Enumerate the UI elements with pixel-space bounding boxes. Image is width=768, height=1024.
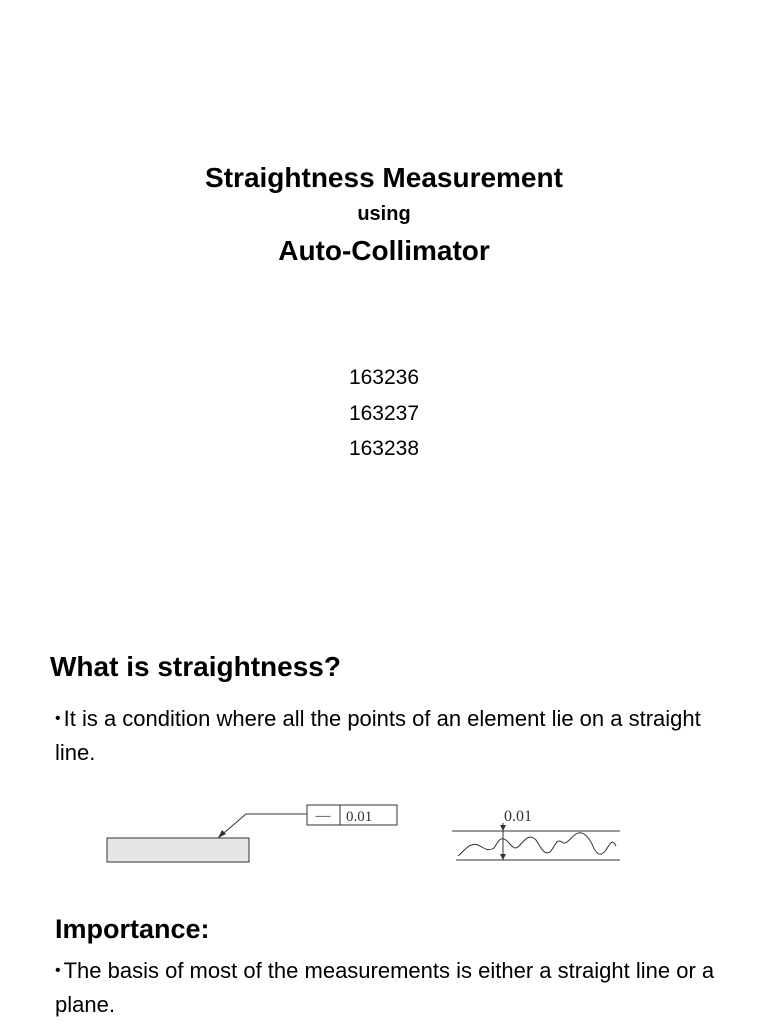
importance-bullet (55, 954, 735, 1022)
leader-arrowhead (218, 830, 226, 838)
dimension-arrow-top (500, 825, 506, 831)
importance-heading: Importance: (55, 914, 210, 944)
leader-line (218, 814, 307, 838)
student-id-list (0, 360, 768, 467)
bullet-marker: • (55, 710, 61, 727)
part-block (107, 838, 249, 862)
surface-profile-curve (458, 833, 616, 856)
student-id: 163238 (348, 437, 420, 460)
slide-title: Straightness Measurement (205, 162, 563, 193)
straightness-symbol: — (315, 808, 331, 824)
tolerance-value-left: 0.01 (346, 809, 373, 825)
importance-text: The basis of most of the measurements is either a straight line or a plane. (55, 958, 715, 1017)
definition-bullet (55, 702, 735, 770)
student-id: 163237 (348, 401, 420, 425)
slide-subtitle: Auto-Collimator (278, 235, 490, 266)
slide-connector: using (357, 203, 411, 225)
straightness-figure (0, 790, 768, 880)
tolerance-value-right: 0.01 (504, 808, 532, 825)
student-id: 163236 (348, 366, 420, 389)
bullet-marker: • (55, 962, 61, 979)
dimension-arrow-bottom (500, 854, 506, 860)
definition-text: It is a condition where all the points of an element lie on a straight line. (55, 706, 701, 765)
definition-heading: What is straightness? (50, 651, 341, 682)
